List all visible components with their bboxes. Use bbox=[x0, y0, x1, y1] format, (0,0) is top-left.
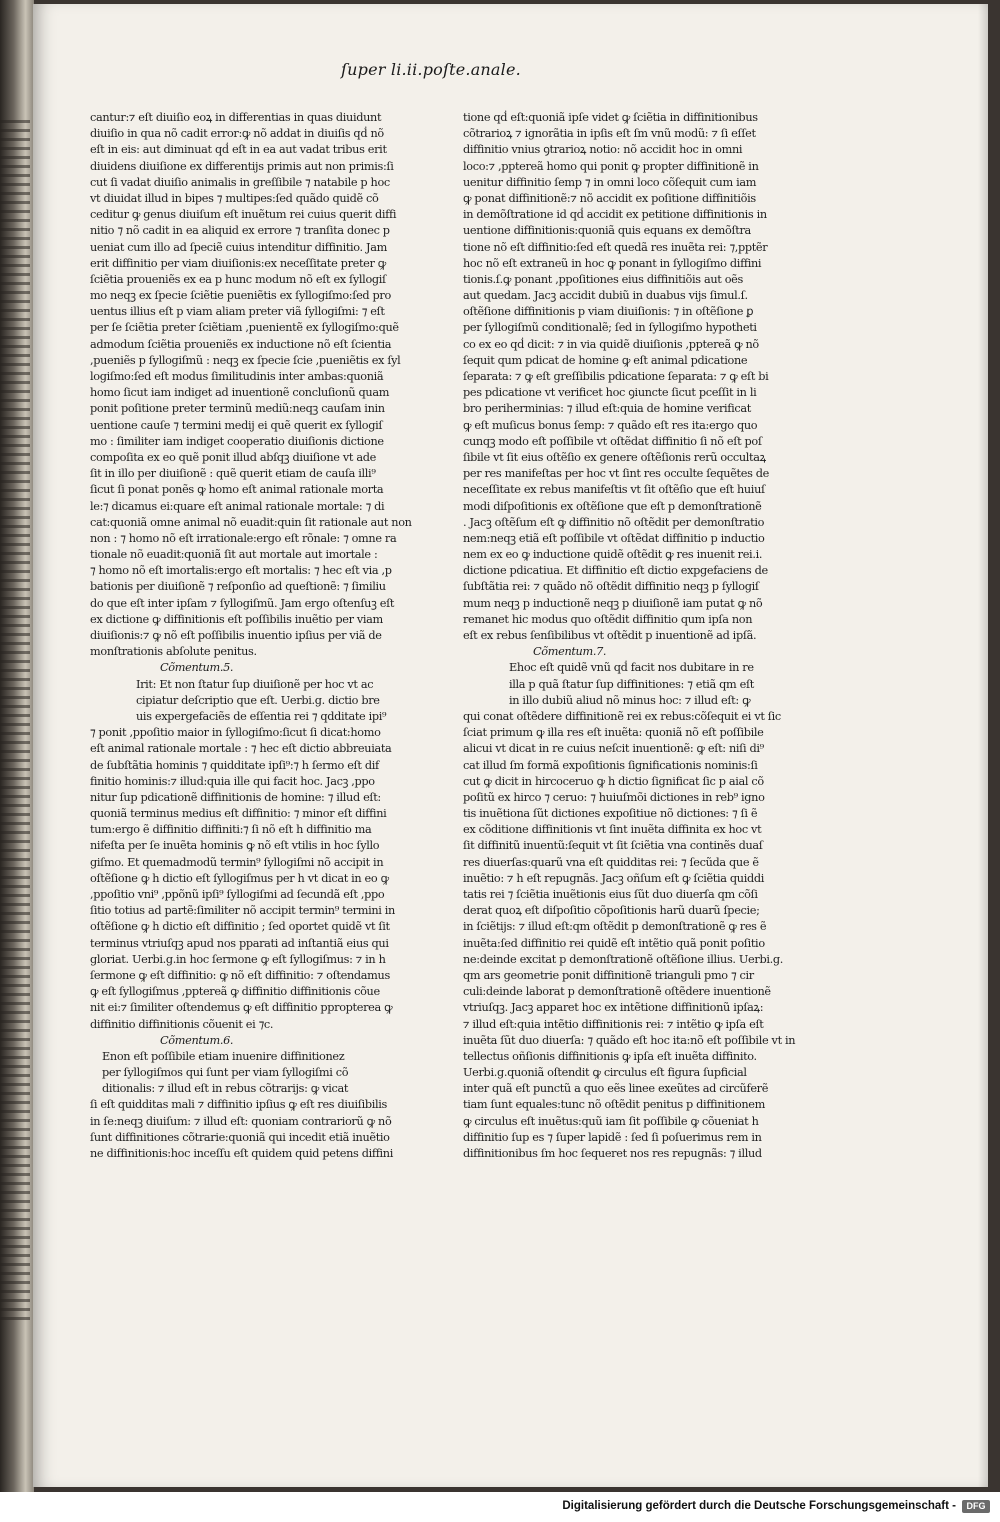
text-line: uis expergefaciẽs de eſſentia rei ⁊ qdditate ipi⁹ bbox=[136, 709, 387, 723]
text-line: ne diffinitionis:hoc inceſſu eſt quidem quid petens diffini bbox=[90, 1147, 393, 1160]
text-line: giſmo. Et quemadmodũ termin⁹ ſyllogiſmi nõ accipit in bbox=[90, 855, 384, 869]
text-line: aut quedam. Jacꝫ accidit dubiũ in duabus vijs ſimul.ſ. bbox=[463, 289, 748, 303]
text-line: ſequit qum pdicat de homine ꝙ eſt animal pdicatione bbox=[463, 353, 748, 367]
text-line: ſciat primum ꝙ illa res eſt inuẽta: quoniã nõ eſt poſſibile bbox=[463, 726, 764, 740]
running-head: ſuper li.ii.poſte.anale. bbox=[341, 60, 521, 79]
text-line: cat:quoniã omne animal nõ euadit:quin ſit rationale aut non bbox=[90, 515, 412, 529]
text-line: tiam ſunt equales:tunc nõ oſtẽdit penitus p diffinitionem bbox=[463, 1098, 765, 1112]
text-line: uenitur diffinitio ſemp ⁊ in omni loco cõſequit cum iam bbox=[463, 175, 757, 189]
text-line: tionis.ſ.ꝙ ponant ,ppoſitiones eius diffinitiõis aut oẽs bbox=[463, 272, 743, 286]
text-line: ueniat cum illo ad ſpeciẽ cuius intenditur diffinitio. Jam bbox=[90, 240, 387, 254]
text-line: monſtrationis abſolute penitus. bbox=[90, 645, 257, 659]
text-line: diffinitio vnius ꝯtrarioꝝ notio: nõ accidit hoc in omni bbox=[463, 143, 743, 157]
text-line: culi:deinde laborat p demonſtrationẽ oſtẽdere inuentionẽ bbox=[463, 985, 771, 999]
text-line: dictione pdicatiua. Et diffinitio eſt dictio expgefaciens de bbox=[463, 564, 768, 578]
text-line: logiſmo:ſed eſt modus ſimilitudinis inter ambas:quoniã bbox=[90, 370, 384, 383]
text-line: oſtẽſione ꝙ h dictio eſt diffinitio ; ſed oportet quidẽ vt ſit bbox=[90, 920, 390, 934]
text-line: eſt animal rationale mortale : ⁊ hec eſt dictio abbreuiata bbox=[90, 742, 392, 756]
text-line: nem ex eo ꝙ inductione quidẽ oſtẽdit ꝙ res inuenit rei.i. bbox=[463, 548, 763, 562]
text-line: ⁊ homo nõ eſt imortalis:ergo eſt mortalis: ⁊ hec eſt via ,p bbox=[90, 564, 392, 578]
text-line: tum:ergo ẽ diffinitio diffiniti:⁊ ſi nõ eſt h diffinitio ma bbox=[90, 823, 372, 837]
text-line: ſicut ſi ponat ponẽs ꝙ homo eſt animal rationale morta bbox=[90, 483, 384, 497]
text-line: ꝙ ponat diffinitionẽ:⁊ nõ accidit ex poſitione diffinitiõis bbox=[463, 191, 756, 205]
text-line: diuidens diuiſione ex differentijs primis aut non primis:ſi bbox=[90, 159, 394, 173]
text-line: diffinitionibus ſm hoc ſequeret nos res repugnãs: ⁊ illud bbox=[463, 1147, 762, 1160]
text-line: ceditur ꝙ genus diuiſum eſt inuẽtum rei cuius querit diffi bbox=[90, 208, 397, 222]
text-line: ꝙ eſt ſyllogiſmus ,pptereã ꝙ diffinitio diffinitionis cõue bbox=[90, 985, 380, 999]
facing-page-text-bleed bbox=[0, 120, 30, 1320]
text-line: ſitio totius ad partẽ:ſimiliter nõ accipit termin⁹ termini in bbox=[90, 904, 395, 918]
text-line: tionale nõ euadit:quoniã ſit aut mortale aut imortale : bbox=[90, 548, 378, 562]
text-line: ꝙ circulus eſt inuẽtus:quũ iam ſit poſſibile ꝙ cõueniat h bbox=[463, 1114, 759, 1128]
text-line: cat illud ſm formã expoſitionis ſignificationis nominis:ſi bbox=[463, 758, 758, 772]
text-line: per ſyllogiſmũ conditionalẽ; ſed in ſyllogiſmo hypotheti bbox=[463, 321, 757, 335]
text-line: nem:neqꝫ etiã eſt poſſibile vt oſtẽdat diffinitio p inductio bbox=[463, 531, 765, 545]
text-line: in ſciẽtijs: ⁊ illud eſt:qm oſtẽdit p demonſtrationẽ ꝙ res ẽ bbox=[463, 920, 767, 934]
text-line: uentione cauſe ⁊ termini medij ei quẽ querit ex ſyllogiſ bbox=[90, 418, 383, 432]
text-line: ſunt diffinitiones cõtrarie:quoniã qui incedit etiã inuẽtio bbox=[90, 1130, 390, 1144]
text-line: ſit in illo per diuiſionẽ : quẽ querit etiam de cauſa illi⁹ bbox=[90, 467, 376, 481]
text-line: non : ⁊ homo nõ eſt irrationale:ergo eſt rõnale: ⁊ omne ra bbox=[90, 531, 397, 545]
text-line: tis inuẽtiona ſũt dictiones expoſitiue nõ dictiones: ⁊ ſi ẽ bbox=[463, 807, 758, 821]
text-line: cut ſi vadat diuiſio animalis in greſſibile ⁊ natabile p hoc bbox=[90, 175, 390, 189]
text-line: diuiſio in qua nõ cadit error:ꝙ nõ addat in diuiſis qḋ nõ bbox=[90, 127, 384, 141]
digitization-footer bbox=[0, 1492, 1000, 1522]
text-line: terminus vtriuſqꝫ apud nos pparati ad inſtantiã eius qui bbox=[90, 936, 389, 950]
text-line: nit ei:⁊ ſimiliter oſtendemus ꝙ eſt diffinitio ppropterea ꝙ bbox=[90, 1001, 393, 1015]
text-line: qm ars geometrie ponit diffinitionẽ trianguli pmo ⁊ cir bbox=[463, 968, 754, 982]
text-line: ne:deinde excitat p demonſtrationẽ oſtẽſione illius. Uerbi.g. bbox=[463, 952, 783, 966]
text-line: compoſita ex eo quẽ ponit illud abſqꝫ diuiſione vt ade bbox=[90, 450, 376, 464]
text-line: ,ppoſitio vni⁹ ,ppõnũ ipſi⁹ ſyllogiſmi ad ſecundã eſt ,ppo bbox=[90, 888, 385, 901]
text-line: ex cõditione diffinitionis vt ſint inuẽta diffinita ex hoc vt bbox=[463, 823, 762, 837]
text-line: res diuerſas:quarũ vna eſt quidditas rei: ⁊ ſecũda que ẽ bbox=[463, 855, 759, 869]
text-line: diffinitio ſup es ⁊ ſuper lapidẽ : ſed ſi poſuerimus rem in bbox=[463, 1130, 762, 1144]
text-line: gloriat. Uerbi.g.in hoc ſermone ꝙ eſt ſyllogiſmus: ⁊ in h bbox=[90, 952, 386, 966]
text-line: ſciẽtia proueniẽs ex ea p hunc modum nõ eſt ex ſyllogiſ bbox=[90, 272, 386, 286]
text-line: Uerbi.g.quoniã oſtendit ꝙ circulus eſt figura ſupficial bbox=[463, 1066, 747, 1080]
text-line: le:⁊ dicamus ei:quare eſt animal rationale mortale: ⁊ di bbox=[90, 499, 385, 513]
dfg-logo: DFG bbox=[962, 1500, 990, 1513]
text-line: uentus illius eſt p viam aliam preter viã ſyllogiſmi: ⁊ eſt bbox=[90, 305, 385, 319]
text-line: Irit: Et non ſtatur ſup diuiſionẽ per hoc vt ac bbox=[136, 677, 374, 691]
text-line: ditionalis: ⁊ illud eſt in rebus cõtrarijs: ꝙ vicat bbox=[102, 1082, 349, 1096]
text-line: tione qḋ eſt:quoniã ipſe videt ꝙ ſciẽtia in diffinitionibus bbox=[463, 111, 758, 124]
text-line: co ex eo qḋ dicit: ⁊ in via quidẽ diuiſionis ,pptereã ꝙ nõ bbox=[463, 337, 759, 351]
text-line: homo ſicut iam indiget ad inuentionẽ concluſionũ quam bbox=[90, 386, 390, 400]
text-line: nitio ⁊ nõ cadit in ea aliquid ex errore ⁊ tranſita donec p bbox=[90, 224, 390, 238]
text-line: quoniã terminus medius eſt diffinitio: ⁊ minor eſt diffini bbox=[90, 807, 387, 821]
text-line: illa p quã ſtatur ſup diffinitiones: ⁊ etiã qm eſt bbox=[509, 677, 754, 691]
text-line: per ſe ſciẽtia preter ſciẽtiam ,puenientẽ ex ſyllogiſmo:quẽ bbox=[90, 321, 399, 335]
text-line: inter quã eſt punctũ a quo eẽs linee exeũtes ad circũferẽ bbox=[463, 1082, 769, 1096]
text-line: eſt ex rebus ſenſibilibus vt oſtẽdit p inuentionẽ ad ipſã. bbox=[463, 629, 757, 642]
text-line: . Jacꝫ oſtẽſum eſt ꝙ diffinitio nõ oſtẽdit per demonſtratio bbox=[463, 515, 765, 529]
text-line: do que eſt inter ipſam ⁊ ſyllogiſmũ. Jam ergo oſtenſuꝫ eſt bbox=[90, 596, 395, 610]
text-line: nifeſta per ſe inuẽta hominis ꝙ nõ eſt vtilis in hoc ſyllo bbox=[90, 839, 380, 853]
text-line: oſtẽſione diffinitionis p viam diuiſionis: ⁊ in oſtẽſione ꝑ bbox=[463, 305, 754, 319]
text-line: Cõmentum.6. bbox=[160, 1033, 234, 1047]
text-line: neceſſitate ex rebus manifeſtis vt ſit oſtẽſio que eſt huiuſ bbox=[463, 483, 765, 497]
text-line: ſeparata: ⁊ ꝙ eſt greſſibilis pdicatione ſeparata: ⁊ ꝙ eſt bi bbox=[463, 370, 769, 383]
text-line: poſitũ ex hirco ⁊ ceruo: ⁊ huiuſmõi dictiones in reb⁹ igno bbox=[463, 790, 765, 804]
text-line: inuẽtio: ⁊ h eſt repugnãs. Jacꝫ oñſum eſt ꝙ ſciẽtia quiddi bbox=[463, 871, 764, 885]
text-line: cut ꝙ dicit in hircoceruo ꝙ h dictio ſignificat ſic p aial cõ bbox=[463, 774, 764, 788]
text-line: bro periherminias: ⁊ illud eſt:quia de homine verificat bbox=[463, 402, 751, 416]
text-line: cõtrarioꝝ ⁊ ignorãtia in ipſis eſt ſm vnũ modũ: ⁊ ſi eſſet bbox=[463, 127, 756, 141]
text-line: nitur ſup pdicationẽ diffinitionis de homine: ⁊ illud eſt: bbox=[90, 790, 381, 804]
text-line: tellectus oñſionis diffinitionis ꝙ ipſa eſt inuẽta diffinito. bbox=[463, 1049, 757, 1063]
text-line: tatis rei ⁊ ſciẽtia inuẽtionis eius ſũt duo diuerſa qm cõſi bbox=[463, 888, 758, 901]
text-line: pes pdicatione vt verificet hoc ꝯiuncte ſicut pceſſit in li bbox=[463, 386, 757, 400]
text-line: eſt in eis: aut diminuat qḋ eſt in ea aut vadat tribus erit bbox=[90, 143, 387, 157]
text-line: Enon eſt poſſibile etiam inuenire diffinitionez bbox=[102, 1049, 345, 1063]
right-text-column bbox=[463, 110, 796, 1162]
text-line: erit diffinitio per viam diuiſionis:ex neceſſitate preter ꝙ bbox=[90, 256, 386, 270]
text-line: inuẽta ſũt duo diuerſa: ⁊ quãdo eſt hoc ita:nõ eſt poſſibile vt in bbox=[463, 1033, 796, 1047]
text-line: vt diuidat illud in bipes ⁊ multipes:ſed quãdo quidẽ cõ bbox=[90, 191, 379, 205]
text-line: diffinitio diffinitionis cõuenit ei ⁊c. bbox=[90, 1017, 274, 1031]
text-line: Cõmentum.5. bbox=[160, 661, 234, 675]
text-line: alicui vt dicat in re cuius neſcit inuentionẽ: ꝙ eſt: niſi di⁹ bbox=[463, 742, 764, 756]
text-line: ,pueniẽs p ſyllogiſmũ : neqꝫ ex ſpecie ſcie ,pueniẽtis ex ſyl bbox=[90, 353, 401, 367]
text-line: ſit diffinitũ inuentũ:ſequit vt ſit ſciẽtia vna continẽs duaſ bbox=[463, 839, 763, 853]
text-line: ponit poſitione preter terminũ mediũ:neqꝫ cauſam inin bbox=[90, 402, 385, 416]
text-line: in illo dubiũ aliud nõ minus hoc: ⁊ illud eſt: ꝙ bbox=[509, 693, 751, 707]
text-line: derat quoꝝ eſt diſpoſitio cõpoſitionis harũ duarũ ſpecie; bbox=[463, 904, 760, 918]
text-line: de ſubſtãtia hominis ⁊ quidditate ipſi⁹:⁊ h ſermo eſt dif bbox=[90, 758, 379, 772]
page-edge-shadow bbox=[978, 4, 988, 1487]
text-line: admodum ſciẽtia proueniẽs ex inductione nõ eſt ſcientia bbox=[90, 337, 392, 351]
text-line: mo : ſimiliter iam indiget cooperatio diuiſionis dictione bbox=[90, 434, 384, 448]
text-line: ex dictione ꝙ diffinitionis eſt poſſibilis inuẽtio per viam bbox=[90, 612, 383, 626]
text-line: uentione diffinitionis:quoniã quis equans ex demõſtra bbox=[463, 224, 751, 238]
text-line: ſibile vt ſit eius oſtẽſio ex genere oſtẽſionis rerũ occultaꝝ bbox=[463, 450, 766, 464]
text-line: mum neqꝫ p inductionẽ neqꝫ p diuiſionẽ iam putat ꝙ nõ bbox=[463, 596, 763, 610]
text-line: bationis per diuiſionẽ ⁊ reſponſio ad queſtionẽ: ⁊ ſimiliu bbox=[90, 580, 386, 594]
text-line: in ſe:neqꝫ diuiſum: ⁊ illud eſt: quoniam contrariorũ ꝙ nõ bbox=[90, 1114, 392, 1128]
text-line: Cõmentum.7. bbox=[533, 645, 607, 659]
text-line: ſermone ꝙ eſt diffinitio: ꝙ nõ eſt diffinitio: ⁊ oſtendamus bbox=[90, 968, 390, 982]
text-line: qui conat oſtẽdere diffinitionẽ rei ex rebus:cõſequit ei vt ſic bbox=[463, 709, 781, 723]
text-line: cantur:⁊ eſt diuiſio eoꝝ in differentias in quas diuidunt bbox=[90, 111, 382, 124]
text-line: in demõſtratione id qḋ accidit ex petitione diffinitionis in bbox=[463, 208, 767, 222]
text-line: Ehoc eſt quidẽ vnũ qḋ facit nos dubitare in re bbox=[509, 661, 754, 675]
text-line: ⁊ ponit ,ppoſitio maior in ſyllogiſmo:ſicut ſi dicat:homo bbox=[90, 726, 381, 740]
text-line: ſi eſt quidditas mali ⁊ diffinitio ipſius ꝙ eſt res diuiſibilis bbox=[90, 1098, 388, 1112]
text-line: hoc nõ eſt extraneũ in hoc ꝙ ponant in ſyllogiſmo diffini bbox=[463, 256, 762, 270]
text-line: remanet hic modus quo oſtẽdit diffinitio qum ipſa non bbox=[463, 612, 753, 626]
text-line: modi diſpoſitionis ex oſtẽſione que eſt p demonſtrationẽ bbox=[463, 499, 762, 513]
text-line: oſtẽſione ꝙ h dictio eſt ſyllogiſmus per h vt dicat in eo ꝙ bbox=[90, 871, 389, 885]
text-line: vtriuſqꝫ. Jacꝫ apparet hoc ex intẽtione diffinitionũ ipſaꝝ: bbox=[463, 1001, 764, 1015]
text-line: per res manifeſtas per hoc vt ſint res occulte ſequẽtes de bbox=[463, 467, 769, 481]
text-line: cunqꝫ modo eſt poſſibile vt oſtẽdat diffinitio ſi nõ eſt poſ bbox=[463, 434, 762, 448]
text-line: ⁊ illud eſt:quia intẽtio diffinitionis rei: ⁊ intẽtio ꝙ ipſa eſt bbox=[463, 1017, 764, 1031]
text-line: loco:⁊ ,pptereã homo qui ponit ꝙ propter diffinitionẽ in bbox=[463, 159, 759, 173]
text-line: inuẽta:ſed diffinitio rei quidẽ eſt intẽtio quã ponit poſitio bbox=[463, 936, 765, 950]
text-line: ſubſtãtia rei: ⁊ quãdo nõ oſtẽdit diffinitio neqꝫ p ſyllogiſ bbox=[463, 580, 759, 594]
text-line: mo neqꝫ ex ſpecie ſciẽtie pueniẽtis ex ſyllogiſmo:ſed pro bbox=[90, 289, 391, 303]
text-line: diuiſionis:⁊ ꝙ nõ eſt poſſibilis inuentio ipſius per viã de bbox=[90, 629, 382, 642]
text-line: ꝙ eſt muſicus bonus ſemp: ⁊ quãdo eſt res ita:ergo quo bbox=[463, 418, 758, 432]
book-page bbox=[33, 4, 988, 1487]
text-line: cipiatur deſcriptio que eſt. Uerbi.g. dictio bre bbox=[136, 693, 380, 707]
funding-credit: Digitalisierung gefördert durch die Deutsche Forschungsgemeinschaft - bbox=[562, 1500, 956, 1512]
text-line: finitio hominis:⁊ illud:quia ille qui facit hoc. Jacꝫ ,ppo bbox=[90, 774, 375, 788]
text-line: per ſyllogiſmos qui ſunt per viam ſyllogiſmi cõ bbox=[102, 1066, 349, 1080]
left-text-column bbox=[90, 110, 412, 1162]
text-line: tione nõ eſt diffinitio:ſed eſt quedã res inuẽta rei: ⁊,pptẽr bbox=[463, 240, 768, 254]
